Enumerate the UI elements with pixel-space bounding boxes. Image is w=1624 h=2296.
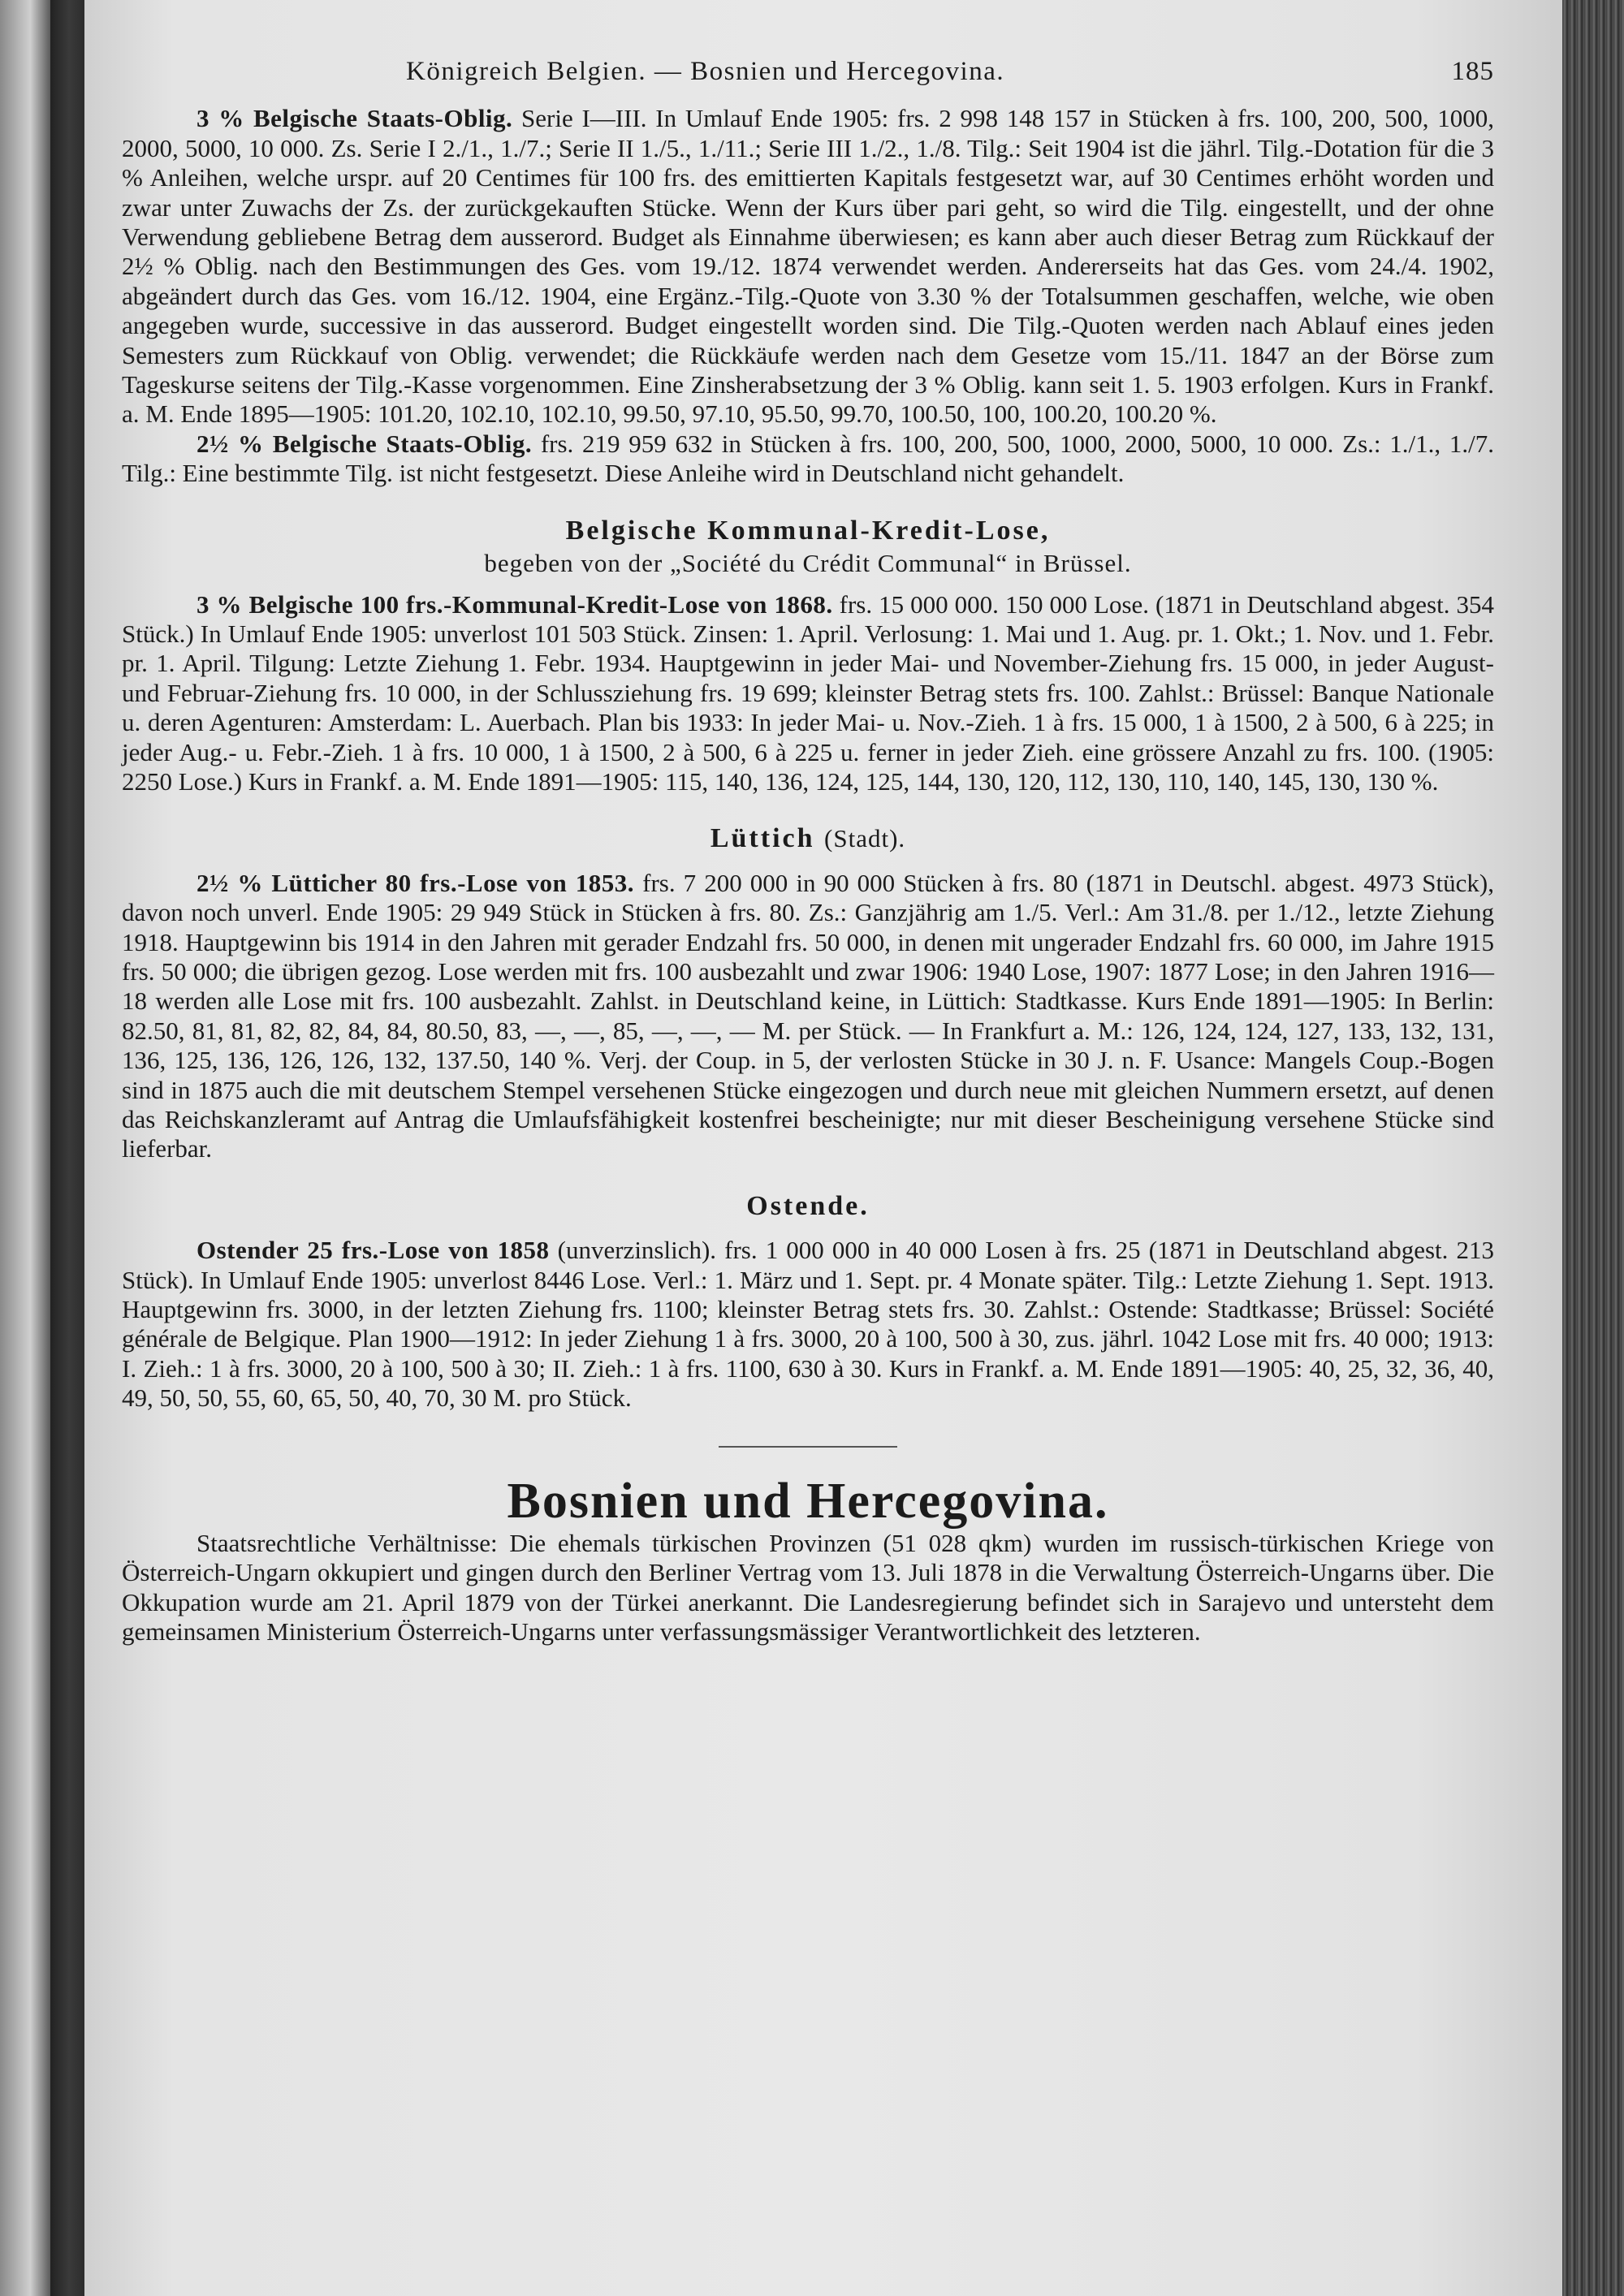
entry-text: frs. 7 200 000 in 90 000 Stücken à frs. 80 (1871 in Deutschl. abgest. 4973 Stück), davon noch unverl. Ende 1905: 29 949 Stück in Stücken à frs. 80. Zs.: Ganzjährig am 1./5. Verl.: Am 31./8. per 1./12., letzte Ziehung 1918. Hauptgewinn bis 1914 in den Jahren mit gerader Endzahl frs. 50 000, in denen mit ungerader Endzahl frs. 60 000, im Jahre 1915 frs. 50 000; die übrigen gezog. Lose werden mit frs. 100 ausbezahlt und zwar 1906: 1940 Lose, 1907: 1877 Lose; in den Jahren 1916—18 werden alle Lose mit frs. 100 ausbezahlt. Zahlst. in Deutschland keine, in Lüttich: Stadtkasse. Kurs Ende 1891—1905: In Berlin: 82.50, 81, 81, 82, 82, 84, 84, 80.50, 83, —, —, 85, —, —, — M. per Stück. — In Frankfurt a. M.: 126, 124, 124, 127, 133, 132, 131, 136, 125, 136, 126, 126, 132, 137.50, 140 %. Verj. der Coup. in 5, der verlosten Stücke in 30 J. n. F. Usance: Mangels Coup.-Bogen sind in 1875 auch die mit deutschem Stempel versehenen Stücke eingezogen und durch neue mit gleichen Nummern ersetzt, auf denen das Reichskanzleramt auf Antrag die Umlaufsfähigkeit kostenfrei bescheinigte; nur mit dieser Bescheinigung versehene Stücke sind lieferbar.	[122, 868, 1494, 1163]
section-heading-ostende: Ostende.	[746, 1190, 870, 1221]
heading-suffix: (Stadt).	[824, 824, 906, 853]
entry-text: Serie I—III. In Umlauf Ende 1905: frs. 2 998 148 157 in Stücken à frs. 100, 200, 500, 1000, 2000, 5000, 10 000. Zs. Serie I 2./1., 1./7.; Serie II 1./5., 1./11.; Serie III 1./2., 1./8. Tilg.: Seit 1904 ist die jährl. Tilg.-Dotation für die 3 % Anleihen, welche urspr. auf 20 Centimes für 100 frs. des emittierten Kapitals festgesetzt war, auf 30 Centimes erhöht worden und zwar unter Zuwachs der Zs. der zurückgekauften Stücke. Wenn der Kurs über pari geht, so wird die Tilg. eingestellt, und der ohne Verwendung gebliebene Betrag dem ausserord. Budget als Einnahme überwiesen; es kann aber auch dieser Betrag zum Rückkauf der 2½ % Oblig. nach den Bestimmungen des Ges. vom 19./12. 1874 verwendet werden. Andererseits hat das Ges. vom 24./4. 1902, abgeändert durch das Ges. vom 16./12. 1904, eine Ergänz.-Tilg.-Quote von 3.30 % der Totalsummen geschaffen, welche, wie oben angegeben wurde, successive in das ausserord. Budget eingestellt worden sind. Die Tilg.-Quoten werden nach Ablauf eines jeden Semesters zum Rückkauf von Oblig. verwendet; die Rückkäufe werden nach dem Gesetze vom 15./11. 1847 an der Börse zum Tageskurse seitens der Tilg.-Kasse vorgenommen. Eine Zinsherabsetzung der 3 % Oblig. kann seit 1. 5. 1903 erfolgen. Kurs in Frankf. a. M. Ende 1895—1905: 101.20, 102.10, 102.10, 99.50, 97.10, 95.50, 99.70, 100.50, 100, 100.20, 100.20 %.	[122, 104, 1495, 429]
bond-entry-luetticher-lose	[122, 869, 1494, 1164]
section-heading-luettich	[122, 824, 1494, 853]
entry-lead: 3 % Belgische Staats-Oblig.	[197, 104, 513, 133]
entry-lead: 2½ % Lütticher 80 frs.-Lose von 1853.	[197, 868, 635, 897]
bond-entry-2-5pct-staats-oblig	[122, 429, 1494, 489]
page-content	[122, 57, 1494, 1647]
entry-text: (unverzinslich). frs. 1 000 000 in 40 000 Losen à frs. 25 (1871 in Deutschland abgest. 213 Stück). In Umlauf Ende 1905: unverlost 8446 Lose. Verl.: 1. März und 1. Sept. pr. 4 Monate später. Tilg.: Letzte Ziehung 1. Sept. 1913. Hauptgewinn frs. 3000, in der letzten Ziehung frs. 1100; kleinster Betrag stets frs. 30. Zahlst.: Ostende: Stadtkasse; Brüssel: Société générale de Belgique. Plan 1900—1912: In jeder Ziehung 1 à frs. 3000, 20 à 100, 500 à 30, zus. jährl. 1042 Lose mit frs. 40 000; 1913: I. Zieh.: 1 à frs. 3000, 20 à 100, 500 à 30; II. Zieh.: 1 à frs. 1100, 630 à 30. Kurs in Frankf. a. M. Ende 1891—1905: 40, 25, 32, 36, 40, 49, 50, 50, 55, 60, 65, 50, 40, 70, 30 M. pro Stück.	[122, 1236, 1494, 1413]
page-number: 185	[1451, 57, 1494, 86]
heading-main: Lüttich	[710, 823, 815, 854]
running-header	[122, 57, 1494, 86]
entry-lead: 3 % Belgische 100 frs.-Kommunal-Kredit-Lose von 1868.	[197, 589, 833, 619]
section-subheading-kommunal: begeben von der „Société du Crédit Communal“ in Brüssel.	[484, 549, 1132, 578]
left-page-edge	[0, 0, 50, 2296]
entry-lead: 2½ % Belgische Staats-Oblig.	[197, 429, 533, 458]
entry-lead: Ostender 25 frs.-Lose von 1858	[197, 1236, 550, 1265]
bond-entry-3pct-staats-oblig	[122, 104, 1494, 429]
header-title: Königreich Belgien. — Bosnien und Hercegovina.	[406, 57, 1005, 86]
right-page-edge	[1562, 0, 1624, 2296]
entry-text: frs. 15 000 000. 150 000 Lose. (1871 in Deutschland abgest. 354 Stück.) In Umlauf Ende 1905: unverlost 101 503 Stück. Zinsen: 1. April. Verlosung: 1. Mai und 1. Aug. pr. 1. Okt.; 1. Nov. und 1. Febr. pr. 1. April. Tilgung: Letzte Ziehung 1. Febr. 1934. Hauptgewinn in jeder Mai- und November-Ziehung frs. 15 000, in jeder August- und Februar-Ziehung frs. 10 000, in der Schlussziehung frs. 19 699; kleinster Betrag stets frs. 100. Zahlst.: Brüssel: Banque Nationale u. deren Agenturen: Amsterdam: L. Auerbach. Plan bis 1933: In jeder Mai- u. Nov.-Zieh. 1 à frs. 15 000, 1 à 1500, 2 à 500, 6 à 225; in jeder Aug.- u. Febr.-Zieh. 1 à frs. 10 000, 1 à 1500, 2 à 500, 6 à 225 u. ferner in jeder Zieh. eine grössere Anzahl zu frs. 100. (1905: 2250 Lose.) Kurs in Frankf. a. M. Ende 1891—1905: 115, 140, 136, 124, 125, 144, 130, 120, 112, 130, 110, 140, 145, 130, 130 %.	[122, 589, 1494, 796]
bond-entry-kommunal-lose	[122, 590, 1494, 797]
bosnia-intro-paragraph: Staatsrechtliche Verhältnisse: Die ehemals türkischen Provinzen (51 028 qkm) wurden im russisch-türkischen Kriege von Österreich-Ungarn okkupiert und gingen durch den Berliner Vertrag vom 13. Juli 1878 in die Verwaltung Österreich-Ungarns über. Die Okkupation wurde am 21. April 1879 von der Türkei anerkannt. Die Landesregierung befindet sich in Sarajevo und untersteht dem gemeinsamen Ministerium Österreich-Ungarns unter verfassungsmässiger Verantwortlichkeit des letzteren.	[122, 1529, 1494, 1646]
country-heading-bosnia: Bosnien und Hercegovina.	[507, 1473, 1109, 1529]
section-heading-kommunal: Belgische Kommunal-Kredit-Lose,	[565, 515, 1051, 546]
entry-text: frs. 219 959 632 in Stücken à frs. 100, 200, 500, 1000, 2000, 5000, 10 000. Zs.: 1./1., 1./7. Tilg.: Eine bestimmte Tilg. ist nicht festgesetzt. Diese Anleihe wird in Deutschland nicht gehandelt.	[122, 429, 1494, 488]
book-page	[84, 0, 1562, 2296]
book-spine	[50, 0, 88, 2296]
bond-entry-ostender-lose	[122, 1236, 1494, 1413]
section-divider	[719, 1446, 897, 1448]
